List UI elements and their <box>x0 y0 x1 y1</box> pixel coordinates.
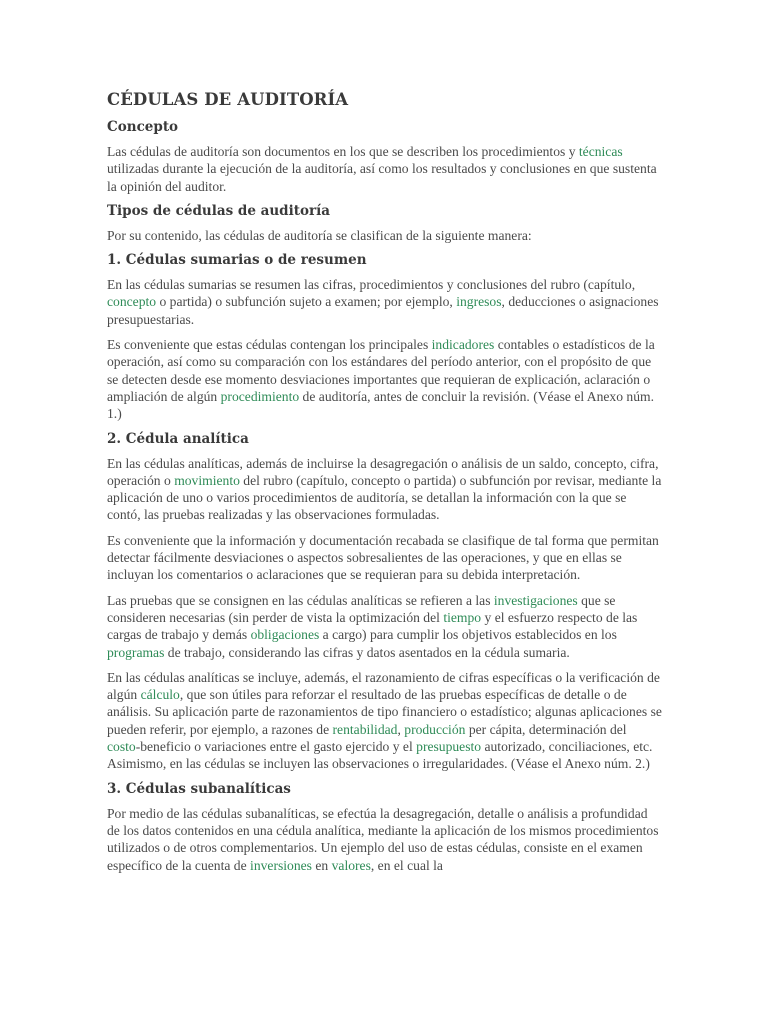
inline-link[interactable]: ingresos <box>456 294 502 310</box>
text-run: Por medio de las cédulas subanalíticas, se efectúa la desagregación, detalle o análisis a profundidad de los datos contenidos en una cédula analítica, mediante la aplicación de los mismos procedimientos utilizados o de otros complementarios. Un ejemplo del uso de estas cédulas, consiste en el examen específico de la cuenta de <box>107 805 659 873</box>
inline-link[interactable]: tiempo <box>443 609 482 625</box>
text-run: -beneficio o variaciones entre el gasto ejercido y el <box>135 739 417 755</box>
paragraph <box>107 592 662 661</box>
text-run: , que son útiles para reforzar el resultado de las pruebas específicas de detalle o de análisis. Su aplicación parte de razonamientos de tipo financiero o estadístico; algunas aplicaciones se pueden referir, por ejemplo, a razones de <box>107 687 662 737</box>
text-run: En las cédulas analíticas se incluye, además, el razonamiento de cifras específicas o la verificación de algún <box>107 669 660 703</box>
inline-link[interactable]: inversiones <box>250 857 312 873</box>
text-run: En las cédulas sumarias se resumen las cifras, procedimientos y conclusiones del rubro (capítulo, <box>107 277 636 293</box>
text-run: autorizado, conciliaciones, etc. Asimismo, en las cédulas se incluyen las observaciones o irregularidades. (Véase el Anexo núm. 2.) <box>107 739 653 772</box>
section-heading: 1. Cédulas sumarias o de resumen <box>107 252 367 269</box>
paragraph <box>107 336 662 422</box>
section-heading: Tipos de cédulas de auditoría <box>107 202 330 219</box>
inline-link[interactable]: movimiento <box>174 472 240 488</box>
text-run: de trabajo, considerando las cifras y datos asentados en la cédula sumaria. <box>164 644 570 660</box>
inline-link[interactable]: rentabilidad <box>332 721 398 737</box>
text-run: , en el cual la <box>370 857 443 873</box>
page-title: CÉDULAS DE AUDITORÍA <box>107 90 349 109</box>
inline-link[interactable]: programas <box>107 644 165 660</box>
inline-link[interactable]: valores <box>331 857 371 873</box>
inline-link[interactable]: técnicas <box>578 144 623 159</box>
text-run: a cargo) para cumplir los objetivos establecidos en los <box>319 627 617 643</box>
paragraph <box>107 143 662 195</box>
text-run: En las cédulas analíticas, además de incluirse la desagregación o análisis de un saldo, concepto, cifra, operación o <box>107 455 659 488</box>
text-run: per cápita, determinación del <box>465 721 627 737</box>
text-run: Es conveniente que la información y documentación recabada se clasifique de tal forma que permitan detectar fácilmente desviaciones o aspectos sobresalientes de las operaciones, y que en ellas se incluyan los comentarios o aclaraciones que se requieran para su debida interpretación. <box>107 532 659 583</box>
document-body <box>107 119 662 874</box>
text-run: en <box>311 857 332 873</box>
text-run: que se consideren necesarias (sin perder de vista la optimización del <box>107 592 616 625</box>
paragraph <box>107 276 662 328</box>
paragraph <box>107 455 662 524</box>
text-run: contables o estadísticos de la operación, así como su comparación con los estándares del período anterior, con el propósito de que se detecten desde ese momento desviaciones importantes que requieran de explicación, aclaración o ampliación de algún <box>107 337 655 404</box>
text-run: y el esfuerzo respecto de las cargas de trabajo y demás <box>107 609 638 643</box>
inline-link[interactable]: investigaciones <box>493 592 578 608</box>
inline-link[interactable]: costo <box>107 739 136 755</box>
text-run: , <box>397 721 405 737</box>
paragraph <box>107 669 662 773</box>
inline-link[interactable]: procedimiento <box>220 388 300 404</box>
text-run: o partida) o subfunción sujeto a examen; por ejemplo, <box>156 294 457 310</box>
section-heading: 3. Cédulas subanalíticas <box>107 780 291 797</box>
inline-link[interactable]: obligaciones <box>250 627 320 643</box>
text-run: utilizadas durante la ejecución de la auditoría, así como los resultados y conclusiones en que sustenta la opinión del auditor. <box>107 161 657 194</box>
paragraph <box>107 227 662 244</box>
inline-link[interactable]: indicadores <box>431 337 495 353</box>
inline-link[interactable]: cálculo <box>140 687 180 703</box>
paragraph <box>107 805 662 874</box>
text-run: Las pruebas que se consignen en las cédulas analíticas se refieren a las <box>107 592 494 608</box>
section-heading: Concepto <box>107 119 179 135</box>
text-run: Las cédulas de auditoría son documentos en los que se describen los procedimientos y <box>107 144 579 159</box>
document-page <box>107 90 662 882</box>
inline-link[interactable]: presupuesto <box>416 739 482 755</box>
text-run: del rubro (capítulo, concepto o partida) o subfunción por revisar, mediante la aplicación de uno o varios procedimientos de auditoría, se detallan la información con la que se contó, las pruebas realizadas y las observaciones formuladas. <box>107 472 662 523</box>
paragraph <box>107 532 662 584</box>
inline-link[interactable]: producción <box>404 721 466 737</box>
text-run: , deducciones o asignaciones presupuestarias. <box>107 294 659 327</box>
section-heading: 2. Cédula analítica <box>107 430 249 447</box>
text-run: Es conveniente que estas cédulas contengan los principales <box>107 337 432 353</box>
text-run: de auditoría, antes de concluir la revisión. (Véase el Anexo núm. 1.) <box>107 388 654 422</box>
text-run: Por su contenido, las cédulas de auditoría se clasifican de la siguiente manera: <box>107 227 532 243</box>
inline-link[interactable]: concepto <box>107 294 157 310</box>
